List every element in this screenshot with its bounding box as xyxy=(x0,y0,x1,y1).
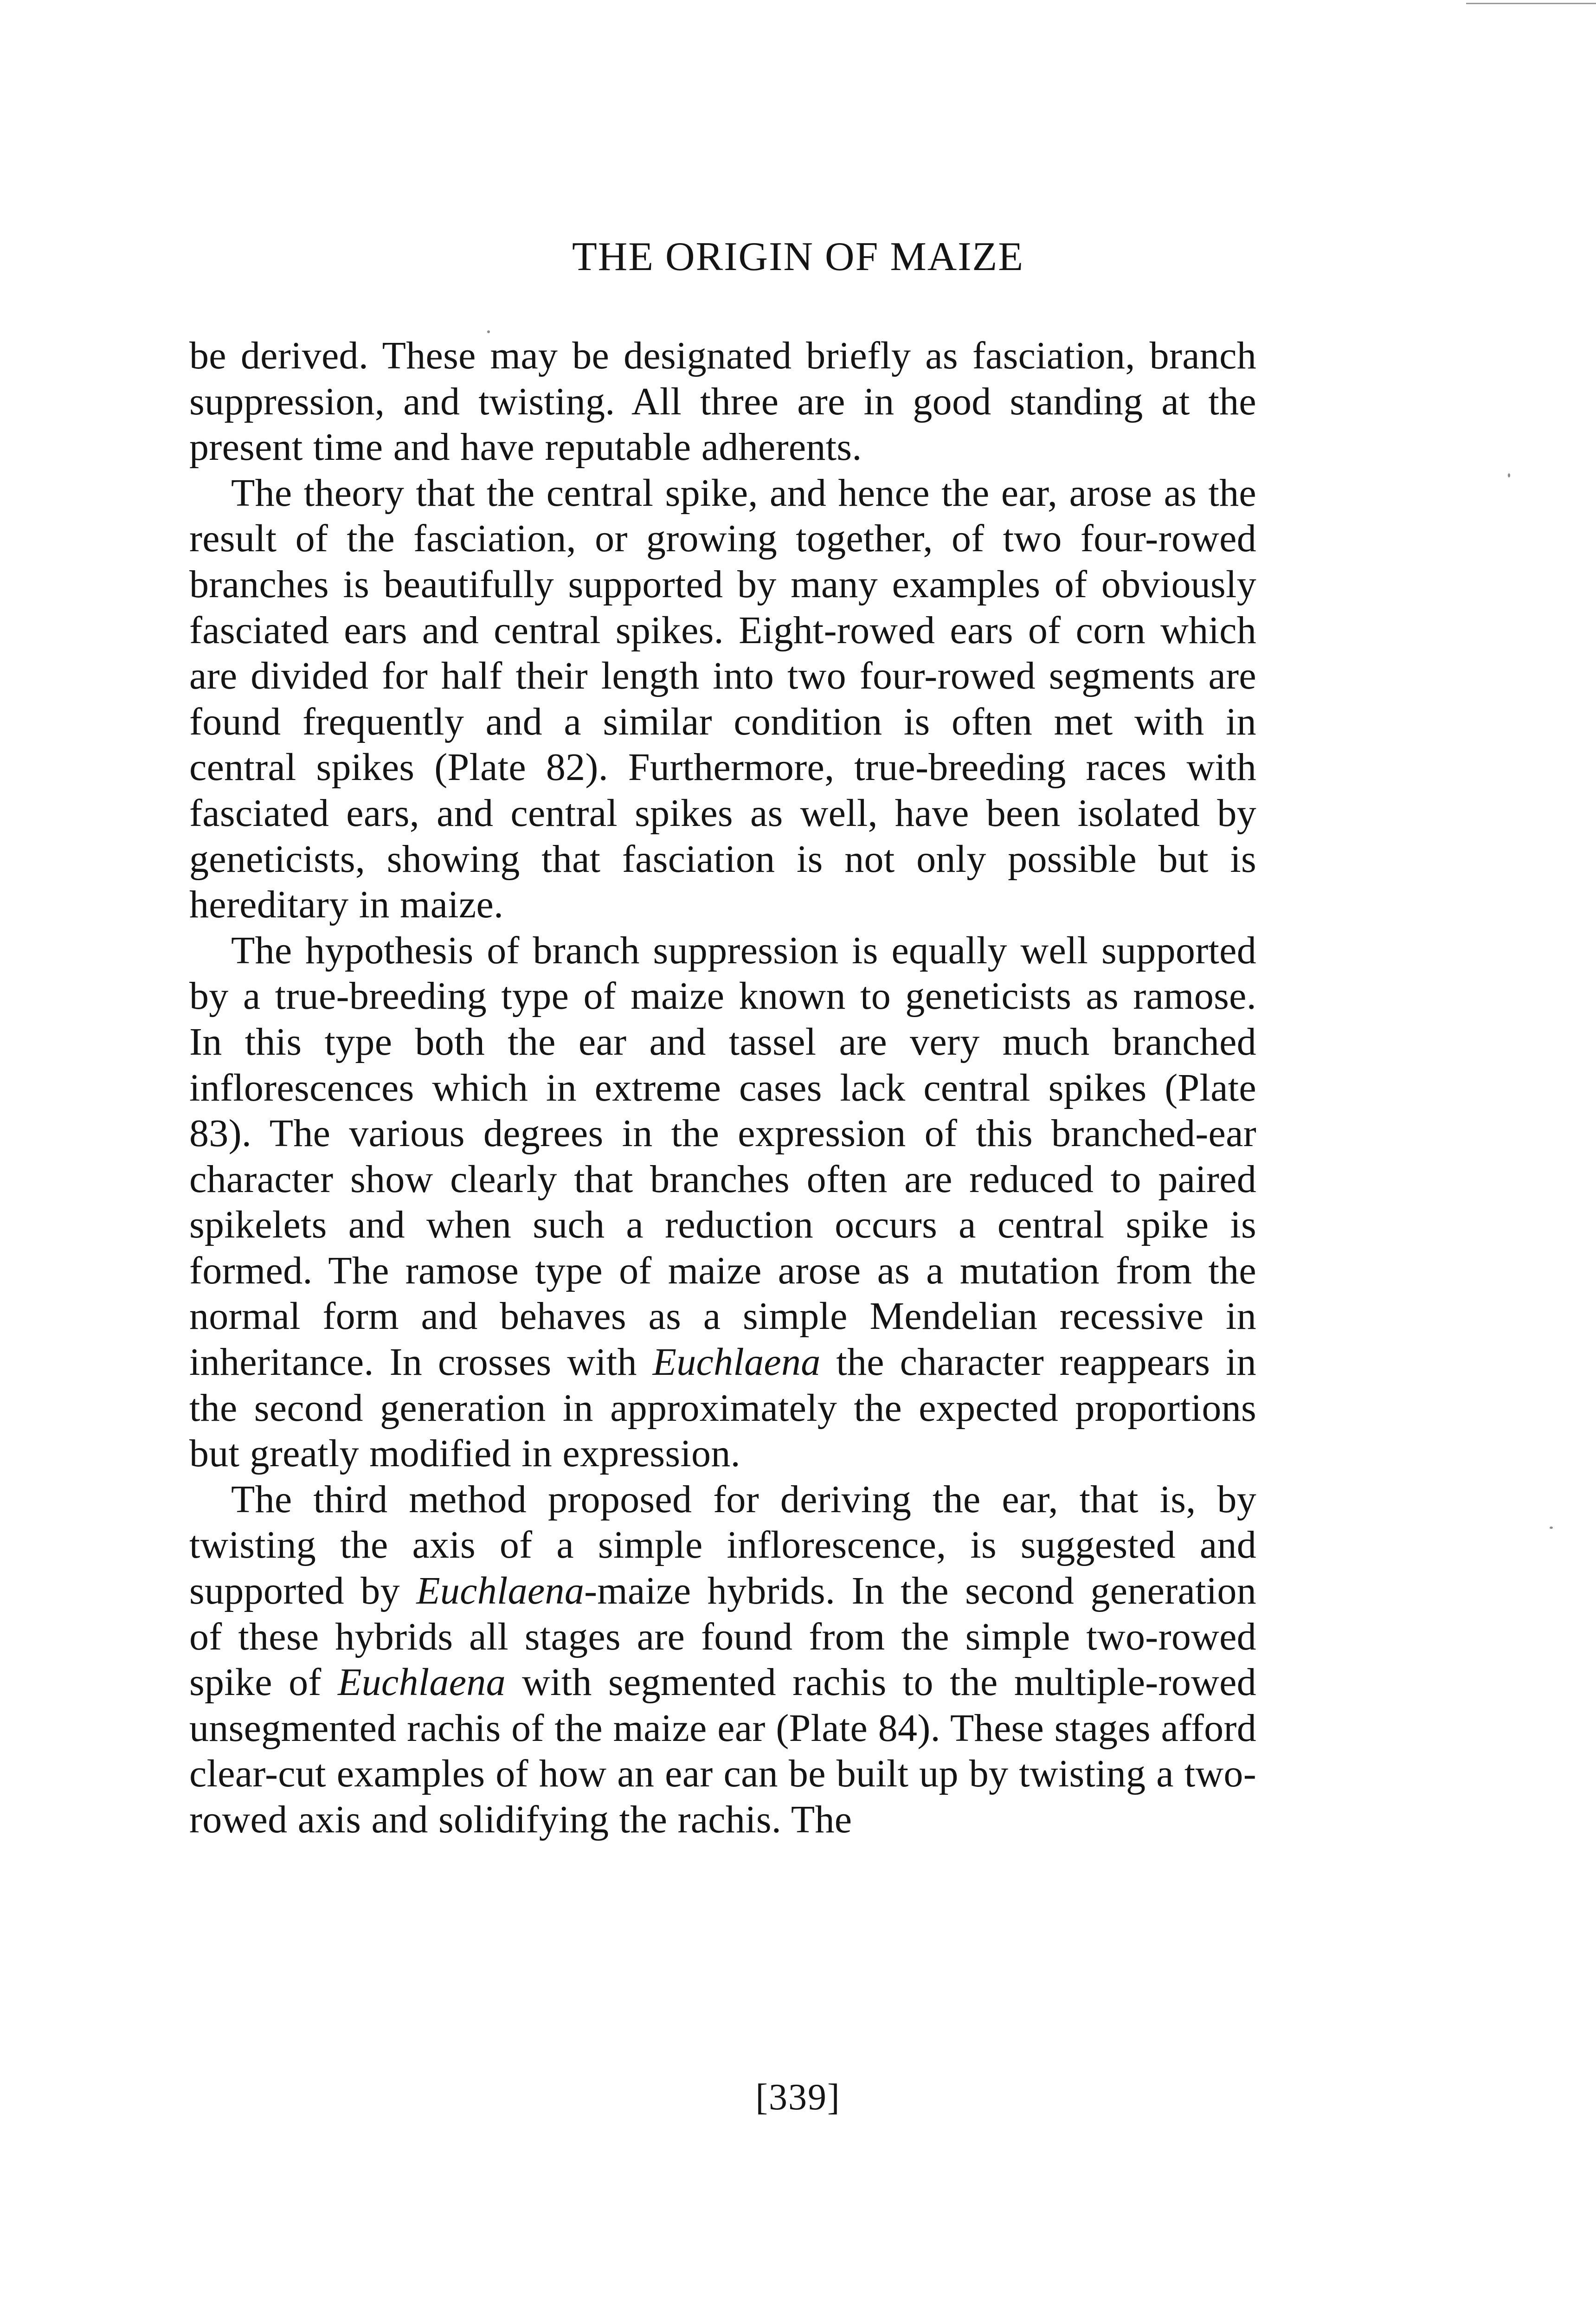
text-run: The theory that the central spike, and hence the ear, arose as the result of the fasciation, or growing together, of two four-rowed branches is beautifully supported by many examples of obviously fasciated ears and central spikes. Eight-rowed ears of corn which are divided for half their length into two four-rowed segments are found frequently and a similar condition is often met with in central spikes (Plate 82). Furthermore, true-breeding races with fasciated ears, and central spikes as well, have been isolated by geneticists, showing that fasciation is not only possible but is hereditary in maize. xyxy=(189,471,1256,927)
italic-taxon-name: Euchlaena xyxy=(337,1661,506,1704)
page-edge-rule xyxy=(1466,3,1596,4)
text-run: -maize hybrids. In the second generation of these hybrids all stages are found from the simple two-rowed spike of xyxy=(189,1569,1256,1704)
paragraph-4 xyxy=(189,1477,1256,1843)
text-run: be derived. These may be designated briefly as fasciation, branch suppression, and twisting. All three are in good standing at the present time and have reputable adherents. xyxy=(189,334,1256,469)
paragraph-2 xyxy=(189,470,1256,928)
text-run: with segmented rachis to the multiple-rowed unsegmented rachis of the maize ear (Plate 84). These stages afford clear-cut examples of how an ear can be built up by twisting a two-rowed axis and solidifying the rachis. The xyxy=(189,1661,1256,1841)
paragraph-1 xyxy=(189,333,1256,470)
running-head: THE ORIGIN OF MAIZE xyxy=(572,234,1024,279)
page-number: [339] xyxy=(755,2077,841,2118)
body-text xyxy=(189,333,1256,1843)
paper-speck xyxy=(1550,1527,1553,1529)
text-run: The third method proposed for deriving the ear, that is, by twisting the axis of a simple inflorescence, is suggested and supported by xyxy=(189,1477,1256,1613)
paragraph-3 xyxy=(189,928,1256,1477)
italic-taxon-name: Euchlaena xyxy=(416,1569,585,1613)
text-run: The hypothesis of branch suppression is equally well supported by a true-breeding type of maize known to geneticists as ramose. In this type both the ear and tassel are very much branched inflorescences which in extreme cases lack central spikes (Plate 83). The various degrees in the expression of this branched-ear character show clearly that branches often are reduced to paired spikelets and when such a reduction occurs a central spike is formed. The ramose type of maize arose as a mutation from the normal form and behaves as a simple Mendelian recessive in inheritance. In crosses with xyxy=(189,928,1256,1384)
italic-taxon-name: Euchlaena xyxy=(652,1340,821,1384)
text-run: the character reappears in the second generation in approximately the expected proportions but greatly modified in expression. xyxy=(189,1340,1256,1476)
paper-speck xyxy=(1508,473,1510,477)
paper-speck xyxy=(487,330,490,333)
